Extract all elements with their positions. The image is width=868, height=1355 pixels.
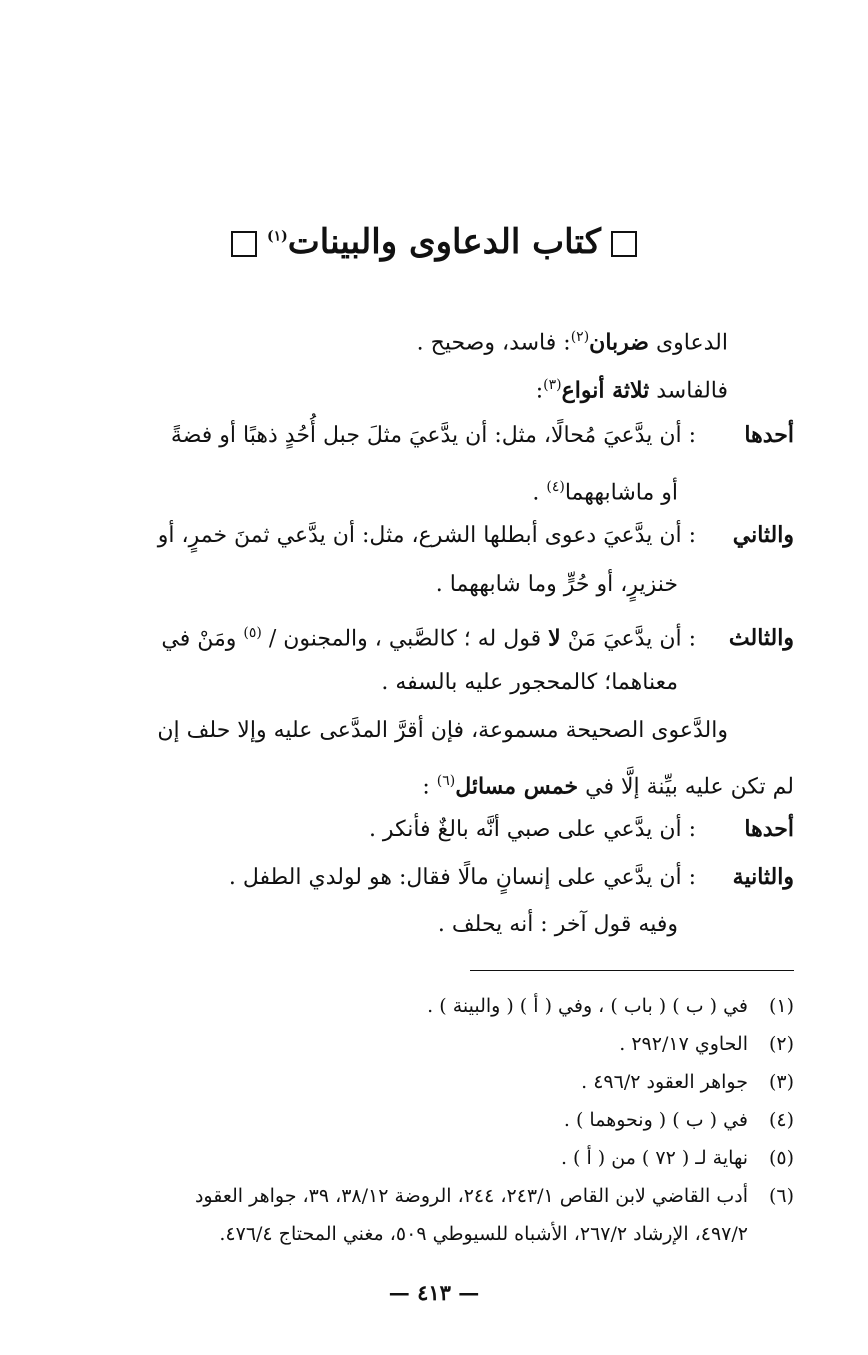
p3-line-2-start: لم تكن عليه بيِّنة إلَّا في <box>578 774 794 800</box>
footnote-text: أدب القاضي لابن القاص ٢٤٣/١، ٢٤٤، الروضة ٣٨/١٢، ٣٩، جواهر العقود <box>194 1185 748 1207</box>
item-3-bold: لا <box>548 625 561 652</box>
item-1-text: : أن يدَّعيَ مُحالًا، مثل: أن يدَّعيَ مثلَ جبل أُحُدٍ ذهبًا أو فضةً <box>170 423 696 448</box>
issue-1-text: : أن يدَّعي على صبي أنَّه بالغٌ فأنكر . <box>368 817 696 842</box>
title-box-ornament-right <box>611 231 637 257</box>
footnote-text: في ( ب ) ( باب ) ، وفي ( أ ) ( والبينة ) . <box>427 995 748 1017</box>
p1-end: : فاسد، وصحيح . <box>416 330 571 356</box>
footnote-2 <box>74 1030 794 1058</box>
paragraph-2 <box>74 370 728 406</box>
issue-1 <box>74 814 794 845</box>
item-1-footnote-ref: (٤) <box>546 479 565 495</box>
footnote-text-cont: ٤٩٧/٢، الإرشاد ٢٦٧/٢، الأشباه للسيوطي ٥٠٩، مغني المحتاج ٤٧٦/٤. <box>219 1223 748 1245</box>
issue-2-cont: وفيه قول آخر : أنه يحلف . <box>437 912 678 937</box>
footnote-text: في ( ب ) ( ونحوهما ) . <box>563 1109 748 1131</box>
paragraph-1 <box>74 322 728 358</box>
issue-2-continuation <box>74 910 678 940</box>
issue-2 <box>74 862 794 893</box>
title-footnote-ref: (١) <box>267 228 288 245</box>
footnote-number: (٢) <box>768 1033 794 1055</box>
footnote-3 <box>74 1068 794 1096</box>
item-2-cont: خنزيرٍ، أو حُرٍّ وما شابههما . <box>435 572 678 597</box>
issue-2-text: : أن يدَّعي على إنسانٍ مالًا فقال: هو لولدي الطفل . <box>228 865 696 890</box>
footnote-text: الحاوي ٢٩٢/١٧ . <box>619 1033 748 1055</box>
item-3-footnote-ref: (٥) <box>243 625 262 641</box>
footnote-4 <box>74 1106 794 1134</box>
page-number: — ٤١٣ — <box>388 1280 480 1305</box>
p3-line-2-end: : <box>422 774 437 800</box>
footnote-text: نهاية لـ ( ٧٢ ) من ( أ ) . <box>560 1147 748 1169</box>
p2-start: فالفاسد <box>649 378 728 404</box>
p2-footnote-ref: (٣) <box>543 377 562 393</box>
item-3-cont: معناهما؛ كالمحجور عليه بالسفه . <box>381 670 678 695</box>
item-2-text: : أن يدَّعيَ دعوى أبطلها الشرع، مثل: أن يدَّعي ثمنَ خمرٍ، أو <box>157 523 696 548</box>
p1-start: الدعاوى <box>648 330 728 356</box>
paragraph-3-line-1 <box>74 716 728 746</box>
p3-line-1: والدَّعوى الصحيحة مسموعة، فإن أقرَّ المدَّعى عليه وإلا حلف إن <box>157 718 728 743</box>
issue-1-label: أحدها <box>744 816 794 842</box>
chapter-title-text: كتاب الدعاوى والبينات <box>287 222 601 262</box>
item-3-text-c: ومَنْ في <box>161 626 244 652</box>
footnote-number: (١) <box>768 995 794 1017</box>
footnote-divider <box>470 970 794 971</box>
item-3-label: والثالث <box>728 625 794 652</box>
footnote-6-continuation <box>74 1220 748 1248</box>
chapter-title <box>0 222 868 262</box>
item-1-end: . <box>532 480 547 506</box>
footnote-5 <box>74 1144 794 1172</box>
footnote-number: (٥) <box>768 1147 794 1169</box>
item-1-cont: أو ماشابههما <box>564 480 678 506</box>
p2-end: : <box>535 378 544 404</box>
item-2-label: والثاني <box>732 522 794 548</box>
footnote-1 <box>74 992 794 1020</box>
item-1-continuation <box>74 472 678 508</box>
p3-line-2-bold: خمس مسائل <box>455 773 579 800</box>
item-1-label: أحدها <box>744 422 794 448</box>
item-1 <box>74 420 794 451</box>
paragraph-3-line-2 <box>74 766 794 802</box>
item-3-continuation <box>74 668 678 698</box>
item-2-continuation <box>74 570 678 600</box>
title-box-ornament-left <box>231 231 257 257</box>
item-3-text-b: قول له ؛ كالصَّبي ، والمجنون / <box>261 626 549 652</box>
footnote-text: جواهر العقود ٤٩٦/٢ . <box>581 1071 748 1093</box>
issue-2-label: والثانية <box>732 864 794 890</box>
footnote-number: (٦) <box>768 1185 794 1207</box>
p3-footnote-ref: (٦) <box>436 773 456 789</box>
item-2 <box>74 520 794 551</box>
p1-bold: ضربان <box>589 329 649 356</box>
footnote-6 <box>74 1182 794 1210</box>
footnote-number: (٣) <box>768 1071 794 1093</box>
footnote-number: (٤) <box>768 1109 794 1131</box>
item-3-text-a: : أن يدَّعيَ مَنْ <box>560 626 696 652</box>
p1-footnote-ref: (٢) <box>570 329 590 345</box>
p2-bold: ثلاثة أنواع <box>561 377 650 404</box>
item-3 <box>74 618 794 654</box>
